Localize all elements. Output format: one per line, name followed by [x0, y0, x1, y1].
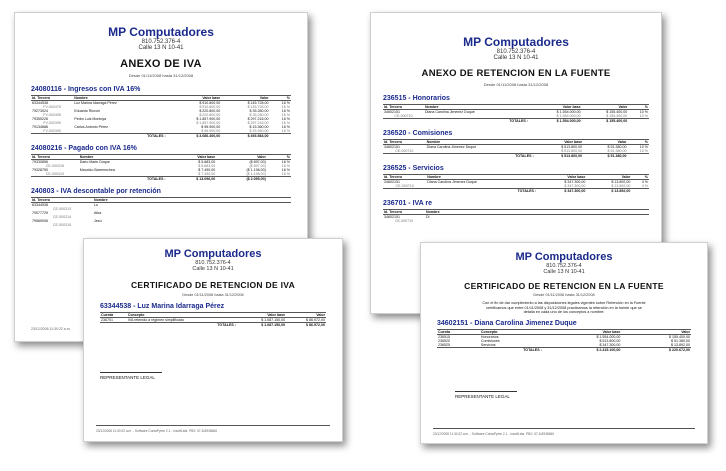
section-title: 236701 - IVA re — [383, 200, 433, 207]
col-header: Valor — [586, 175, 631, 180]
cell: $ 96.900,00 — [201, 129, 221, 133]
col-header: Id. Tercero — [383, 140, 426, 145]
col-header: % — [270, 96, 291, 101]
page-footer: 23/12/2008 11:30:22 a.m. — [31, 327, 71, 331]
cell: $ 297.216,00 — [247, 117, 269, 121]
col-header: Valor — [621, 330, 691, 335]
cell: $ 5.683,00 — [198, 164, 216, 168]
report-title: ANEXO DE RETENCION EN LA FUENTE — [421, 68, 611, 79]
cell: $ 13.892,00 — [611, 184, 631, 188]
col-header: Valor base — [543, 330, 622, 335]
cell: $ 51.380,00 — [583, 154, 627, 159]
cell: CE-000314 — [52, 215, 72, 219]
footer-rule — [96, 425, 330, 426]
cell: $ 13.892,00 — [586, 189, 631, 194]
cell: Mauricio Barrenechea — [79, 168, 115, 172]
cell: CE-000313 — [52, 207, 72, 211]
cell: 79330856 — [32, 160, 48, 164]
col-header: Valor base — [529, 105, 582, 110]
servicios-table — [383, 174, 649, 193]
cell: Di — [426, 215, 430, 219]
cell: $ 3.086.400,00 — [167, 134, 222, 139]
cell: $ 1.554.000,00 — [596, 335, 621, 340]
cell: $ 51.380,00 — [607, 149, 627, 153]
cell: 34602151 — [384, 215, 400, 219]
cell: $ 220.800,00 — [199, 113, 221, 117]
col-header: Valor base — [167, 96, 222, 101]
cell: $ 155.400,00 — [606, 114, 628, 118]
company-address: Calle 13 N 10-41 — [543, 269, 585, 275]
cell: 16 % — [281, 117, 290, 121]
totals-label: TOTALES : — [127, 323, 237, 328]
cell: 79273024 — [32, 109, 48, 113]
col-header: Id. Tercero — [383, 210, 425, 215]
cell: $ 493.584,00 — [221, 134, 269, 139]
cell: $ 1.857.900,00 — [196, 117, 221, 121]
cell: 236520 — [438, 339, 450, 344]
cell: 63344538 — [32, 101, 48, 105]
cell: $ 15.360,00 — [249, 129, 269, 133]
cell: 34602151 — [384, 145, 400, 149]
iva-certificate-page — [83, 238, 343, 442]
company-nit: 810.752.376-4 — [195, 260, 231, 266]
cell: ($ 897,00) — [249, 164, 266, 168]
cell: CE-000710 — [394, 114, 413, 118]
col-header: Nombre — [79, 155, 167, 160]
cell: 79077729 — [32, 211, 48, 215]
col-header: Concepto — [480, 330, 543, 335]
cell: Carlos Antonio Pérez — [74, 125, 108, 129]
cell: $ 513.800,00 — [535, 154, 583, 159]
cell: 16 % — [281, 164, 290, 168]
retention-certificate-table — [437, 329, 691, 352]
certificate-title: CERTIFICADO DE RETENCION EN LA FUENTE — [464, 281, 664, 291]
cell: 10 % — [639, 110, 648, 114]
cell: ($ 2.095,00) — [216, 177, 267, 182]
col-header: Nombre — [424, 105, 529, 110]
signature-line — [455, 391, 517, 392]
col-header: Valor base — [167, 155, 217, 160]
col-header: Id. Tercero — [31, 198, 93, 203]
col-header: Valor base — [537, 175, 586, 180]
col-header: Nombre — [426, 140, 535, 145]
col-header: Valor base — [535, 140, 583, 145]
col-header: % — [627, 140, 649, 145]
cell: 79328750 — [32, 168, 48, 172]
col-header: Nombre — [93, 198, 291, 203]
honorarios-table — [383, 104, 649, 123]
cell: $ 1.857.900,00 — [196, 121, 221, 125]
col-header: Valor — [216, 155, 267, 160]
cell: 236525 — [438, 343, 450, 348]
company-name: MP Computadores — [463, 35, 569, 49]
iva-certificate-table — [100, 312, 326, 327]
page-footer: 23/12/2008 11:30:22 a.m. - Software ContaPyme 2.1 - InsoftLtda. PBX: 57-8-8936666 — [433, 432, 554, 436]
cell: CE-000315 — [52, 223, 72, 227]
cell: $ 51.380,00 — [671, 339, 690, 344]
cell: $ 35.280,00 — [249, 113, 269, 117]
cell: 10 % — [639, 145, 648, 149]
totals-row — [100, 323, 326, 328]
cell: $ 96.900,00 — [201, 125, 221, 129]
cell: 16 % — [281, 160, 290, 164]
certificate-range: Desde 01/11/2008 hasta 31/12/2008 — [533, 293, 595, 297]
totals-row — [31, 134, 291, 139]
cell: $ 145.728,00 — [247, 101, 269, 105]
iva-retention-table — [31, 197, 291, 227]
cell: $ 7.490,00 — [198, 168, 216, 172]
cell: $ 2.415.100,00 — [543, 348, 622, 353]
cell: 16 % — [281, 121, 290, 125]
cell: Servicios — [480, 343, 496, 348]
iva-paid-table — [31, 154, 291, 181]
cell: Diana Carolina Jimenez Duque — [426, 145, 477, 149]
cell: $ 1.554.000,00 — [556, 110, 581, 114]
cell: Diana Carolina Jimenez Duque — [427, 180, 477, 184]
section-title: 236525 - Servicios — [383, 165, 444, 172]
cell: $ 51.380,00 — [607, 145, 627, 149]
cell: $ 220.800,00 — [199, 109, 221, 113]
cell: Jesú — [94, 219, 102, 223]
cell: $ 347.300,00 — [599, 343, 621, 348]
cell: $ 86.972,00 — [286, 323, 326, 328]
cell: $ 7.490,00 — [198, 172, 216, 176]
cell: CE-000710 — [395, 184, 414, 188]
company-name: MP Computadores — [108, 25, 214, 39]
cell: 63344538 — [32, 203, 48, 207]
page-footer: 23/12/2008 11:30:22 a.m. - Software ContaPyme 2.1 - InsoftLtda. PBX: 57-8-8936666 — [96, 429, 217, 433]
cell: $ 1.087.150,00 — [237, 323, 286, 328]
cell: Alba — [94, 211, 102, 215]
totals-row — [383, 154, 649, 159]
cell: CE-000710 — [395, 149, 414, 153]
col-header: Valor — [583, 140, 627, 145]
cell: IVA retenido a régimen simplificado — [127, 318, 184, 322]
cell: 79569006 — [32, 219, 48, 223]
iva-retention-table — [383, 209, 649, 223]
col-header: % — [267, 155, 291, 160]
cell: $ 13.096,00 — [167, 177, 217, 182]
third-party-title: 63344538 - Luz Marina Idarraga Pérez — [100, 303, 225, 310]
cell: $ 513.800,00 — [599, 339, 621, 344]
cell: $ 220.672,00 — [621, 348, 691, 353]
col-header: Nombre — [73, 96, 167, 101]
section-title: 236520 - Comisiones — [383, 130, 453, 137]
cell: $ 86.972,00 — [306, 318, 325, 322]
totals-label: TOTALES : — [426, 154, 535, 159]
col-header: Id. Tercero — [383, 105, 424, 110]
cell: $ 155.400,00 — [606, 110, 628, 114]
cell: CE-000319 — [45, 172, 64, 176]
cell: Honorarios — [480, 335, 499, 340]
col-header: Valor — [221, 96, 269, 101]
col-header: Cuenta — [100, 313, 127, 318]
cell: CE-000318 — [45, 164, 64, 168]
cell: $ 35.280,00 — [249, 109, 269, 113]
signature-label: REPRESENTANTE LEGAL — [455, 394, 510, 399]
cell: FV-002390 — [43, 129, 61, 133]
col-header: Valor — [582, 105, 629, 110]
table-row — [383, 219, 649, 223]
totals-label: TOTALES : — [79, 177, 167, 182]
cell: ($ 1.198,00) — [246, 172, 266, 176]
cell: 34602151 — [384, 110, 400, 114]
cell: Lu — [94, 203, 98, 207]
totals-label: TOTALES : — [426, 189, 537, 194]
cell: FV-002405 — [43, 113, 61, 117]
retention-certificate-page — [420, 242, 708, 444]
cell: $ 5.683,00 — [198, 160, 216, 164]
cell: 10 % — [639, 149, 648, 153]
certificate-range: Desde 01/11/2008 hasta 31/12/2008 — [182, 293, 244, 297]
cell: Dario Marin Duque — [79, 160, 110, 164]
certificate-intro: Con el fin de dar cumplimiento a las disposiciones legales vigentes sobre Retención en la Fuente certificamos que entre 01/11/2008 y 31/12/2008 practicamos la retención en la fuente que se detalla en cada uno de los conceptos a nombre: — [482, 301, 646, 315]
cell: 16 % — [281, 109, 290, 113]
cell: $ 910.800,00 — [199, 101, 221, 105]
cell: $ 347.300,00 — [564, 180, 586, 184]
totals-row — [437, 348, 691, 353]
cell: 16 % — [281, 101, 290, 105]
iva-income-table — [31, 95, 291, 138]
cell: 16 % — [281, 168, 290, 172]
cell: 79355226 — [32, 117, 48, 121]
col-header: % — [631, 175, 649, 180]
report-range: Desde 01/11/2008 hasta 31/12/2008 — [128, 73, 194, 78]
cell: $ 347.300,00 — [537, 189, 586, 194]
cell: $ 1.087.150,00 — [261, 318, 286, 322]
cell: 4 % — [641, 180, 648, 184]
table-row — [31, 223, 291, 227]
cell: Eduardo Rincón — [74, 109, 100, 113]
company-nit: 810.752.376-4 — [546, 263, 582, 269]
report-title: ANEXO DE IVA — [120, 58, 202, 70]
signature-line — [100, 372, 162, 373]
cell: $ 13.892,00 — [611, 180, 631, 184]
cell: $ 13.892,00 — [671, 343, 690, 348]
certificate-title: CERTIFICADO DE RETENCION DE IVA — [130, 280, 296, 290]
company-address: Calle 13 N 10-41 — [493, 55, 539, 61]
cell: 16 % — [281, 172, 290, 176]
cell: Pedro Luis Montoya — [74, 117, 107, 121]
totals-label: TOTALES : — [480, 348, 543, 353]
cell: 10 % — [639, 114, 648, 118]
company-address: Calle 13 N 10-41 — [192, 266, 234, 272]
col-header: Cuenta — [437, 330, 480, 335]
cell: 16 % — [281, 125, 290, 129]
cell: ($ 1.198,00) — [246, 168, 266, 172]
col-header: Valor — [286, 313, 326, 318]
cell: $ 155.400,00 — [582, 119, 629, 124]
totals-row — [31, 177, 291, 182]
col-header: Concepto — [127, 313, 237, 318]
cell: $ 513.800,00 — [561, 149, 583, 153]
signature-label: REPRESENTANTE LEGAL — [100, 375, 155, 380]
col-header: Id. Tercero — [383, 175, 426, 180]
totals-label: TOTALES : — [73, 134, 167, 139]
cell: FV-002399 — [43, 121, 61, 125]
cell: $ 1.554.000,00 — [556, 114, 581, 118]
cell: $ 1.554.000,00 — [529, 119, 582, 124]
cell: $ 910.800,00 — [199, 105, 221, 109]
section-title: 240803 - IVA descontable por retención — [31, 188, 161, 195]
col-header: Valor base — [237, 313, 286, 318]
cell: Diana Carolina Jimenez Duque — [424, 110, 475, 114]
company-nit: 810.752.376-4 — [141, 39, 181, 45]
cell: 16 % — [281, 113, 290, 117]
totals-row — [383, 119, 649, 124]
comisiones-table — [383, 139, 649, 158]
cell: $ 145.728,00 — [247, 105, 269, 109]
cell: $ 297.216,00 — [247, 121, 269, 125]
cell: Luz Marina Idarraga Pérez — [74, 101, 117, 105]
totals-label: TOTALES : — [424, 119, 529, 124]
cell: 4 % — [641, 184, 648, 188]
company-name: MP Computadores — [164, 248, 262, 260]
section-title: 24080216 - Pagado con IVA 16% — [31, 145, 137, 152]
footer-rule — [433, 428, 695, 429]
report-range: Desde 01/11/2008 hasta 31/12/2008 — [483, 82, 549, 87]
cell: $ 155.400,00 — [669, 335, 690, 340]
cell: 236515 — [438, 335, 450, 340]
col-header: Id. Tercero — [31, 155, 79, 160]
cell: Comisiones — [480, 339, 500, 344]
cell: 34602151 — [384, 180, 400, 184]
company-nit: 810.752.376-4 — [496, 49, 536, 55]
col-header: Nombre — [425, 210, 649, 215]
col-header: Nombre — [426, 175, 537, 180]
cell: 236701 — [101, 318, 113, 322]
section-title: 236515 - Honorarios — [383, 95, 450, 102]
cell: 16 % — [281, 129, 290, 133]
cell: 16 % — [281, 105, 290, 109]
company-name: MP Computadores — [515, 251, 613, 263]
cell: CE-000710 — [394, 219, 414, 223]
totals-row — [383, 189, 649, 194]
cell: FV-002476 — [43, 105, 61, 109]
cell: $ 15.360,00 — [249, 125, 269, 129]
cell: ($ 897,00) — [249, 160, 266, 164]
cell: $ 513.800,00 — [561, 145, 583, 149]
col-header: % — [628, 105, 649, 110]
section-title: 24080116 - Ingresos con IVA 16% — [31, 86, 141, 93]
third-party-title: 34602151 - Diana Carolina Jimenez Duque — [437, 320, 577, 328]
col-header: Id. Tercero — [31, 96, 73, 101]
cell: 79134686 — [32, 125, 48, 129]
company-address: Calle 13 N 10-41 — [138, 45, 184, 51]
cell: $ 347.300,00 — [564, 184, 586, 188]
